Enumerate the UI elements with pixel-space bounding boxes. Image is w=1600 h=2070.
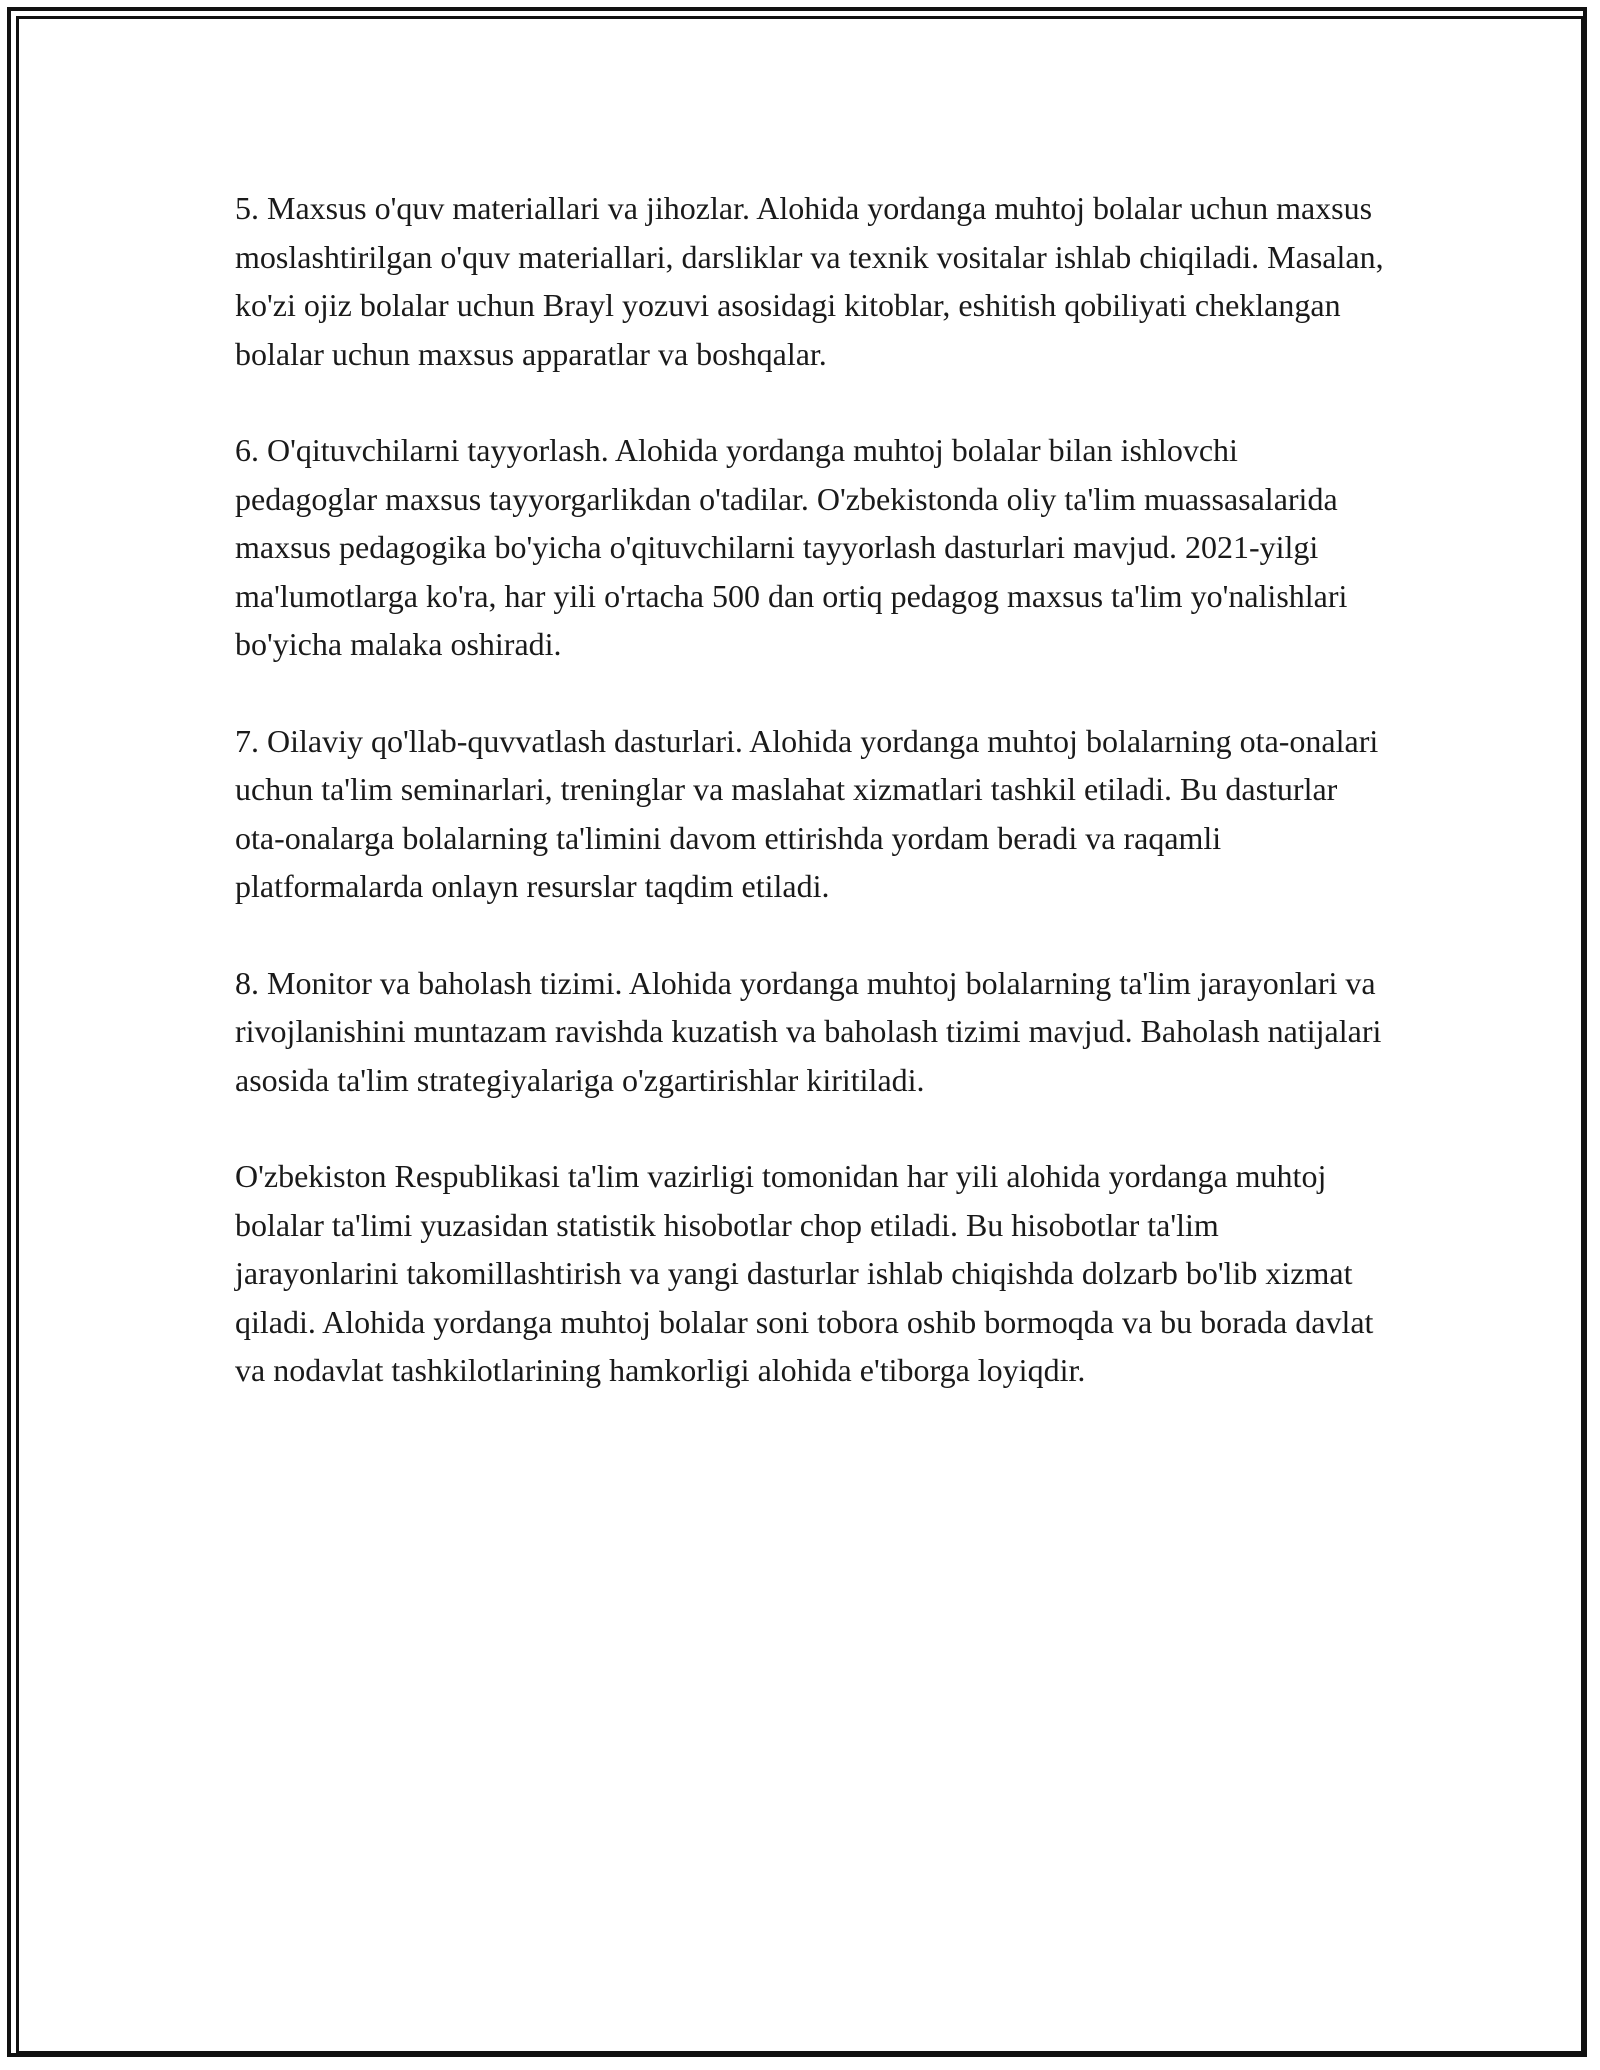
paragraph-special-materials: 5. Maxsus o'quv materiallari va jihozlar. Alohida yordanga muhtoj bolalar uchun maxsus moslashtirilgan o'quv materiallari, darsliklar va texnik vositalar ishlab chiqiladi. Masalan, ko'zi ojiz bolalar uchun Brayl yozuvi asosidagi kitoblar, eshitish qobiliyati cheklangan bolalar uchun maxsus apparatlar va boshqalar. [235,190,1384,372]
paragraph-teacher-training: 6. O'qituvchilarni tayyorlash. Alohida yordanga muhtoj bolalar bilan ishlovchi pedagoglar maxsus tayyorgarlikdan o'tadilar. O'zbekistonda oliy ta'lim muassasalarida maxsus pedagogika bo'yicha o'qituvchilarni tayyorlash dasturlari mavjud. 2021-yilgi ma'lumotlarga ko'ra, har yili o'rtacha 500 dan ortiq pedagog maxsus ta'lim yo'nalishlari bo'yicha malaka oshiradi. [235,432,1348,662]
paragraph-family-support: 7. Oilaviy qo'llab-quvvatlash dasturlari. Alohida yordanga muhtoj bolalarning ota-onalari uchun ta'lim seminarlari, treninglar va maslahat xizmatlari tashkil etiladi. Bu dasturlar ota-onalarga bolalarning ta'limini davom ettirishda yordam beradi va raqamli platformalarda onlayn resurslar taqdim etiladi. [235,722,1379,904]
paragraph-monitoring: 8. Monitor va baholash tizimi. Alohida yordanga muhtoj bolalarning ta'lim jarayonlari va rivojlanishini muntazam ravishda kuzatish va baholash tizimi mavjud. Baholash natijalari asosida ta'lim strategiyalariga o'zgartirishlar kiritiladi. [235,964,1382,1098]
document-body [235,184,1385,1443]
paragraph-conclusion: O'zbekiston Respublikasi ta'lim vazirligi tomonidan har yili alohida yordanga muhtoj bolalar ta'limi yuzasidan statistik hisobotlar chop etiladi. Bu hisobotlar ta'lim jarayonlarini takomillashtirish va yangi dasturlar ishlab chiqishda dolzarb bo'lib xizmat qiladi. Alohida yordanga muhtoj bolalar soni tobora oshib bormoqda va bu borada davlat va nodavlat tashkilotlarining hamkorligi alohida e'tiborga loyiqdir. [235,1158,1374,1388]
